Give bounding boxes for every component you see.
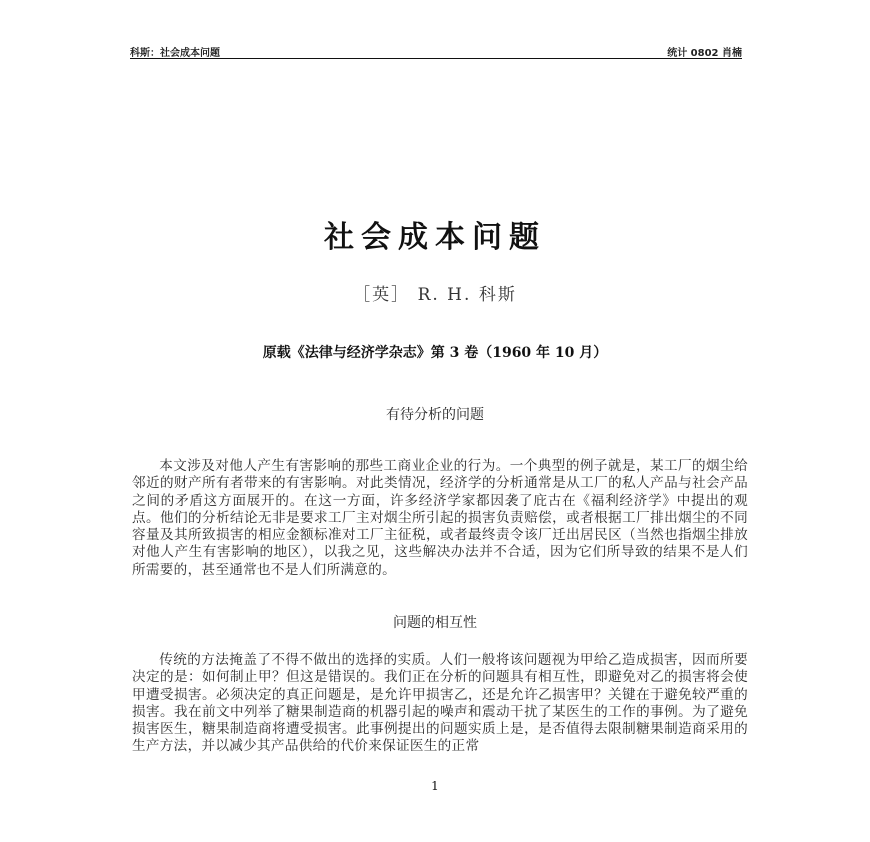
running-header — [130, 42, 742, 58]
body-paragraph: 本文涉及对他人产生有害影响的那些工商业企业的行为。一个典型的例子就是，某工厂的烟尘给邻近的财产所有者带来的有害影响。对此类情况，经济学的分析通常是从工厂的私人产品与社会产品之间的矛盾这方面展开的。在这一方面，许多经济学家都因袭了庇古在《福利经济学》中提出的观点。他们的分析结论无非是要求工厂主对烟尘所引起的损害负责赔偿，或者根据工厂排出烟尘的不同容量及其所致损害的相应金额标准对工厂主征税，或者最终责令该厂迁出居民区（当然也指烟尘排放对他人产生有害影响的地区），以我之见，这些解决办法并不合适，因为它们所导致的结果不是人们所需要的，甚至通常也不是人们所满意的。 — [132, 458, 748, 578]
section-heading: 有待分析的问题 — [386, 407, 484, 423]
section-heading: 问题的相互性 — [393, 615, 477, 631]
header-right-author: 统计 0802 肖楠 — [667, 48, 742, 59]
document-title: 社会成本问题 — [324, 220, 546, 255]
page-number: 1 — [431, 779, 439, 793]
source-citation: 原载《法律与经济学杂志》第 3 卷（1960 年 10 月） — [262, 345, 608, 361]
author-line: ［英］ R. H. 科斯 — [353, 285, 517, 305]
body-paragraph: 传统的方法掩盖了不得不做出的选择的实质。人们一般将该问题视为甲给乙造成损害，因而所要决定的是：如何制止甲？但这是错误的。我们正在分析的问题具有相互性，即避免对乙的损害将会使甲遭受损害。必须决定的真正问题是，是允许甲损害乙，还是允许乙损害甲？关键在于避免较严重的损害。我在前文中列举了糖果制造商的机器引起的噪声和震动干扰了某医生的工作的事例。为了避免损害医生，糖果制造商将遭受损害。此事例提出的问题实质上是，是否值得去限制糖果制造商采用的生产方法，并以减少其产品供给的代价来保证医生的正常 — [132, 652, 748, 755]
header-left-title: 科斯：社会成本问题 — [130, 48, 220, 59]
header-divider — [130, 58, 742, 59]
